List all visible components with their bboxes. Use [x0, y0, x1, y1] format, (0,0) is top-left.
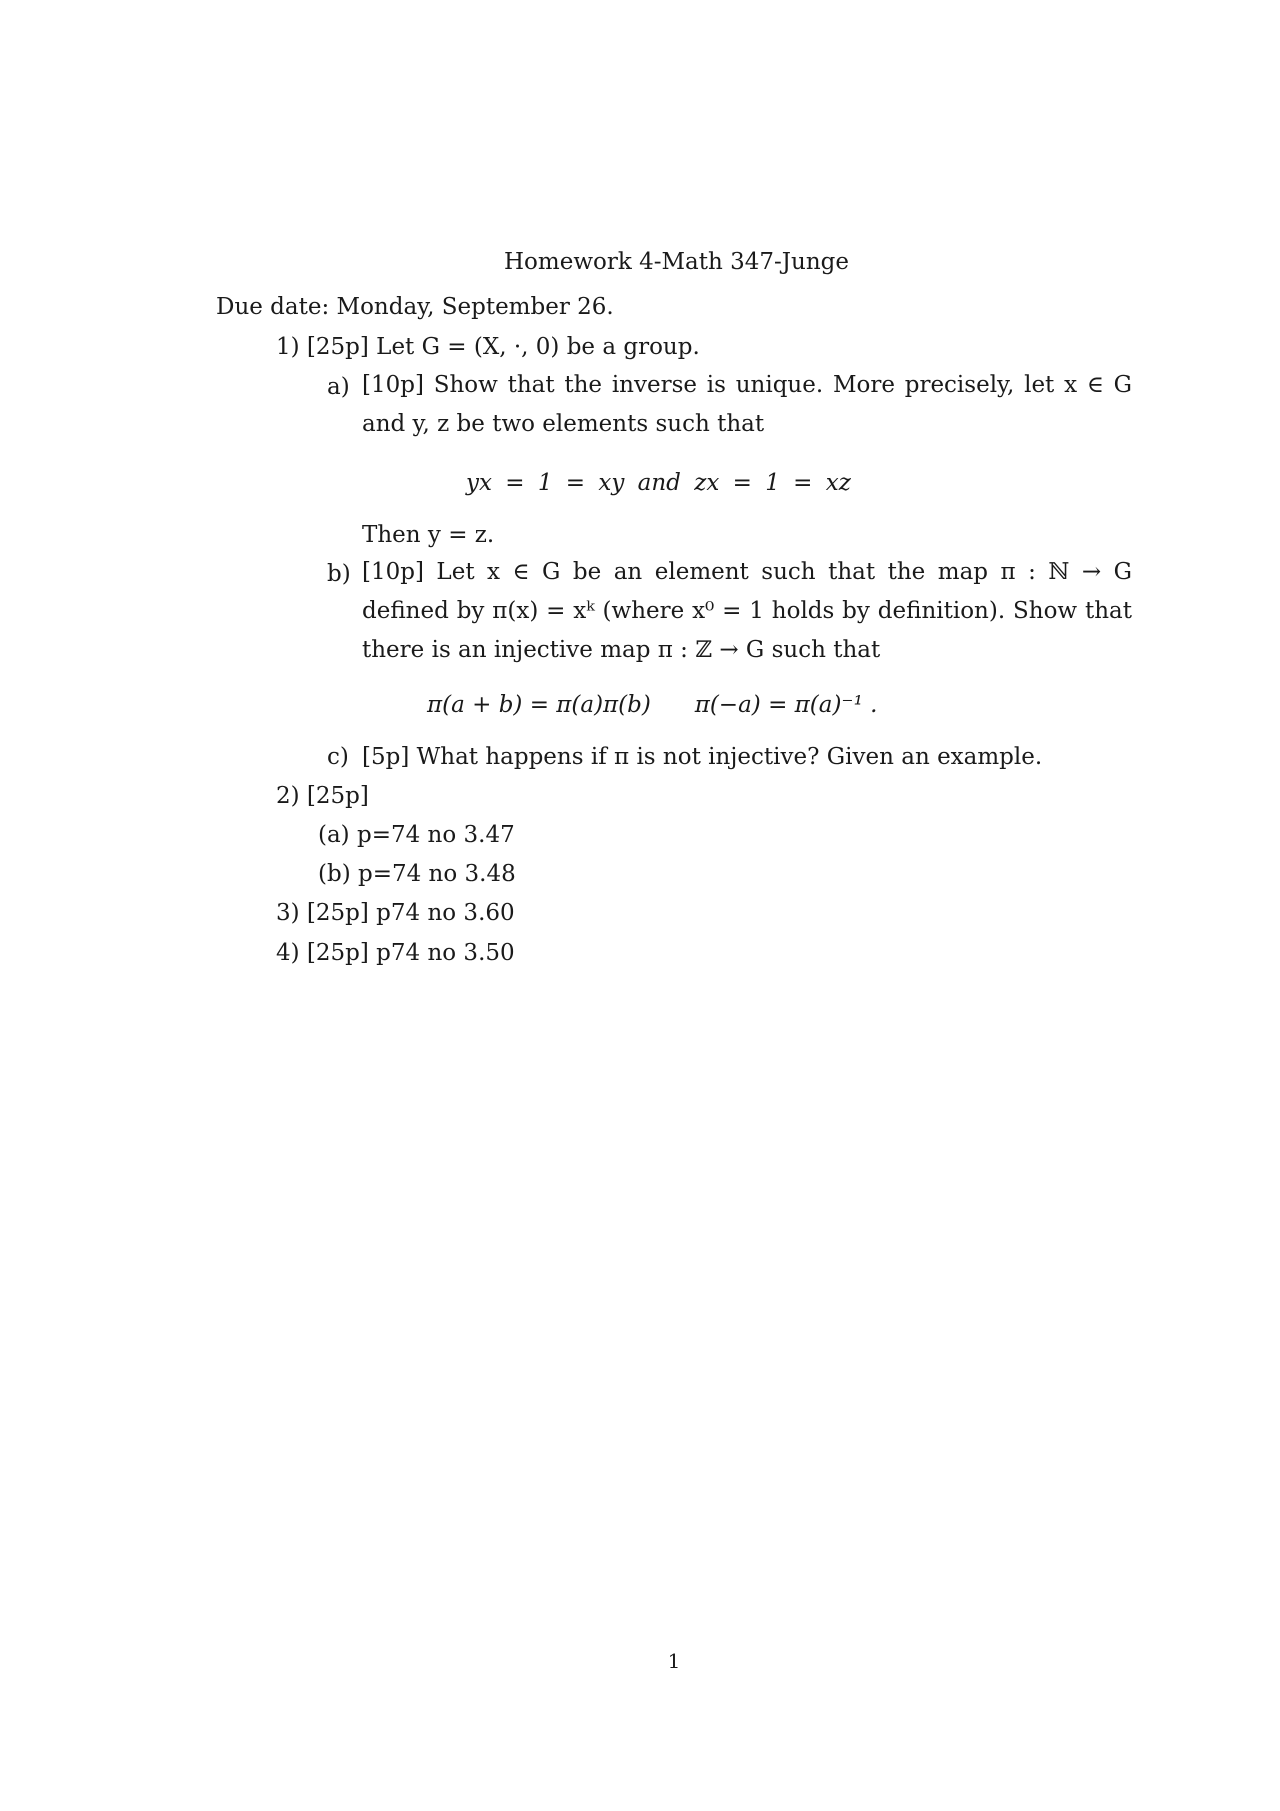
problem-1c-text: [5p] What happens if π is not injective? Given an example. [362, 744, 1043, 770]
page-number: 1 [667, 1649, 681, 1673]
page-title: Homework 4-Math 347-Junge [504, 249, 849, 275]
problem-1b-label: b) [327, 561, 351, 587]
problem-1b-equation: π(a + b) = π(a)π(b) π(−a) = π(a)⁻¹ . [427, 692, 878, 718]
problem-1-heading: 1) [25p] Let G = (X, ·, 0) be a group. [276, 334, 700, 360]
problem-4: 4) [25p] p74 no 3.50 [276, 940, 515, 966]
problem-1b-text: [10p] Let x ∈ G be an element such that the map π : ℕ → G defined by π(x) = xᵏ (where x⁰ = 1 holds by definition). Show that there is an injective map π : ℤ → G such that [362, 559, 1132, 663]
problem-1a-conclusion: Then y = z. [362, 522, 495, 548]
problem-1a-equation: yx = 1 = xy and zx = 1 = xz [466, 470, 851, 496]
problem-1a-text: [10p] Show that the inverse is unique. More precisely, let x ∈ G and y, z be two elements such that [362, 372, 1132, 437]
problem-1c-label: c) [327, 744, 349, 770]
due-date: Due date: Monday, September 26. [216, 294, 614, 320]
problem-1a-label: a) [327, 374, 350, 400]
problem-3: 3) [25p] p74 no 3.60 [276, 900, 515, 926]
problem-2-heading: 2) [25p] [276, 783, 369, 809]
problem-2b: (b) p=74 no 3.48 [318, 861, 516, 887]
problem-2a: (a) p=74 no 3.47 [318, 822, 515, 848]
